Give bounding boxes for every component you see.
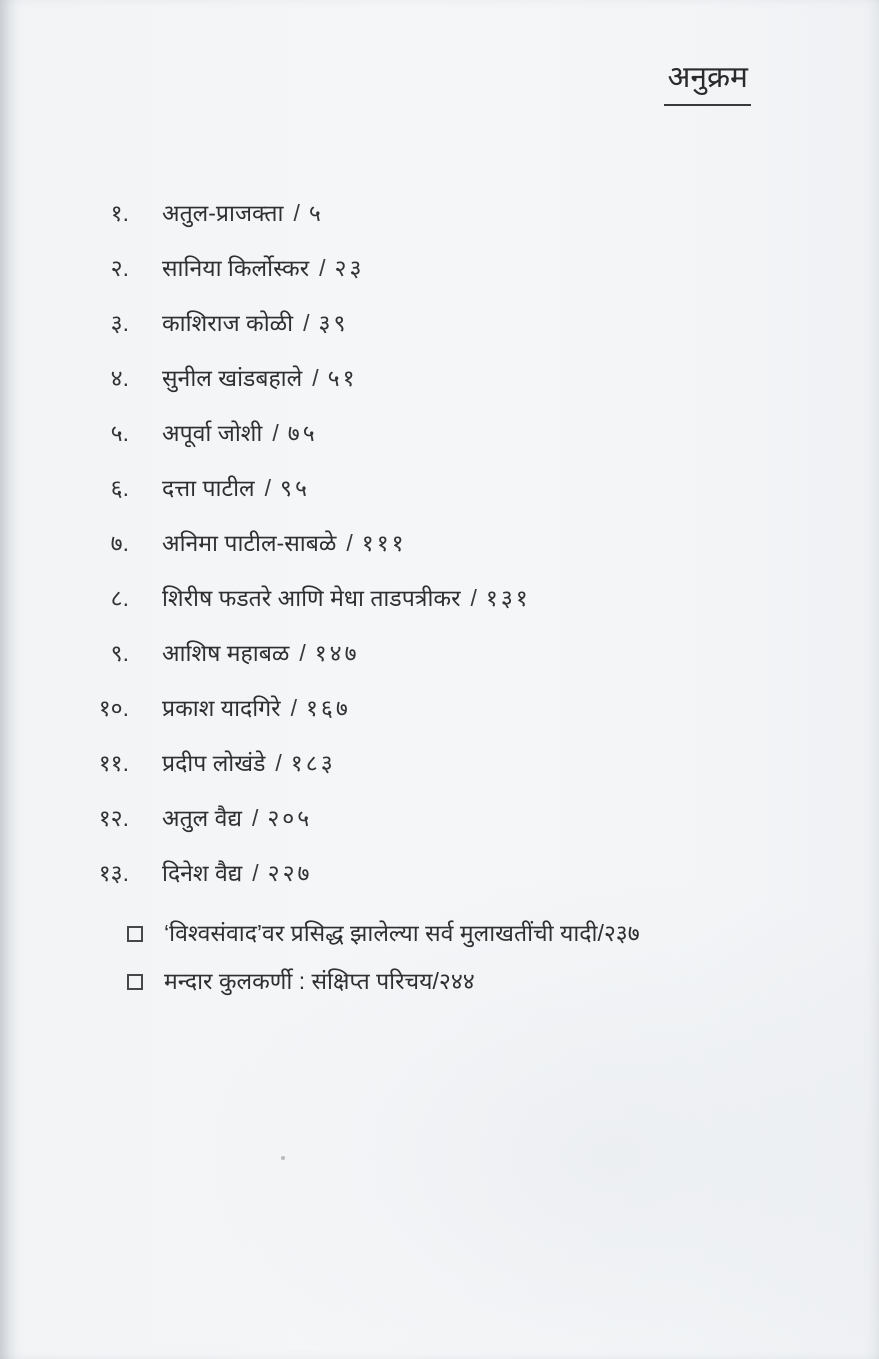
square-bullet-icon <box>127 974 143 990</box>
toc-entry-page: ५ <box>308 200 324 226</box>
toc-bullet-entry <box>95 918 879 948</box>
separator-slash: / <box>272 420 279 446</box>
toc-entry-number: १२. <box>98 805 129 831</box>
separator-slash: / <box>312 365 319 391</box>
toc-entry-title: मन्दार कुलकर्णी : संक्षिप्त परिचय <box>164 968 433 994</box>
toc-entry-number: ५. <box>110 420 129 446</box>
separator-slash: / <box>597 920 604 946</box>
toc-entry-number: १३. <box>98 860 129 886</box>
separator-slash: / <box>293 200 300 226</box>
toc-entry-page: २०५ <box>267 805 313 831</box>
toc-entry-page: १३१ <box>485 585 531 611</box>
toc-entry <box>95 473 879 503</box>
separator-slash: / <box>303 310 310 336</box>
toc-entry <box>95 363 879 393</box>
separator-slash: / <box>299 640 306 666</box>
toc-entry <box>95 803 879 833</box>
toc-entry-title: अनिमा पाटील-साबळे <box>162 530 337 556</box>
toc-entry-number: ९. <box>110 640 129 666</box>
toc-entry-page: १८३ <box>290 750 336 776</box>
toc-entry-page: १११ <box>361 530 407 556</box>
toc-entry-title: अतुल वैद्य <box>162 805 242 831</box>
toc-entry-page: ५१ <box>327 365 358 391</box>
table-of-contents <box>0 198 879 996</box>
toc-entry-number: ६. <box>110 475 129 501</box>
toc-entry-number: ४. <box>110 365 129 391</box>
toc-entry-page: २३ <box>334 255 365 281</box>
toc-entry-number: १. <box>110 200 129 226</box>
toc-entry-title: प्रकाश यादगिरे <box>162 695 281 721</box>
toc-entry-page: २३७ <box>603 920 640 946</box>
toc-entry <box>95 528 879 558</box>
toc-entry-number: ८. <box>110 585 129 611</box>
toc-entry-title: दिनेश वैद्य <box>162 860 243 886</box>
toc-entry-number: ३. <box>110 310 129 336</box>
toc-entry-title: अपूर्वा जोशी <box>162 420 263 446</box>
toc-entry <box>95 858 879 888</box>
separator-slash: / <box>251 805 259 831</box>
separator-slash: / <box>290 695 297 721</box>
toc-entry <box>95 693 879 723</box>
separator-slash: / <box>432 968 439 994</box>
scan-speck <box>281 1156 285 1160</box>
toc-bullet-entry <box>95 966 879 996</box>
separator-slash: / <box>264 475 272 501</box>
toc-entry-number: ७. <box>110 530 129 556</box>
separator-slash: / <box>346 530 353 556</box>
toc-entry-title: सुनील खांडबहाले <box>162 365 303 391</box>
toc-entry-page: ३९ <box>318 310 349 336</box>
toc-entry-title: आशिष महाबळ <box>162 640 290 666</box>
toc-entry-page: २२७ <box>267 860 313 886</box>
toc-entry <box>95 418 879 448</box>
toc-entry-title: अतुल-प्राजक्ता <box>162 200 284 226</box>
separator-slash: / <box>319 255 326 281</box>
toc-entry-number: ११. <box>98 750 129 776</box>
toc-entry-title: प्रदीप लोखंडे <box>162 750 266 776</box>
square-bullet-icon <box>127 926 143 942</box>
toc-entry <box>95 253 879 283</box>
toc-entry-page: १४७ <box>314 640 360 666</box>
toc-entry-number: १०. <box>98 695 129 721</box>
toc-entry-page: ७५ <box>287 420 318 446</box>
toc-entry <box>95 583 879 613</box>
toc-entry <box>95 748 879 778</box>
separator-slash: / <box>275 750 282 776</box>
toc-entry-title: ‘विश्वसंवाद’वर प्रसिद्ध झालेल्या सर्व मुलाखतींची यादी <box>164 920 598 946</box>
page-header <box>0 0 879 106</box>
toc-entry-title: शिरीष फडतरे आणि मेधा ताडपत्रीकर <box>162 585 461 611</box>
separator-slash: / <box>470 585 477 611</box>
toc-entry-title: दत्ता पाटील <box>162 475 255 501</box>
toc-entry <box>95 198 879 228</box>
toc-entry-page: २४४ <box>438 968 475 994</box>
toc-entry-page: १६७ <box>305 695 351 721</box>
toc-entry-page: ९५ <box>280 475 310 501</box>
toc-entry <box>95 308 879 338</box>
toc-entry-title: काशिराज कोळी <box>162 310 294 336</box>
toc-entry-title: सानिया किर्लोस्कर <box>162 255 310 281</box>
separator-slash: / <box>252 860 259 886</box>
page-title: अनुक्रम <box>664 60 751 106</box>
toc-entry <box>95 638 879 668</box>
toc-entry-number: २. <box>110 255 129 281</box>
